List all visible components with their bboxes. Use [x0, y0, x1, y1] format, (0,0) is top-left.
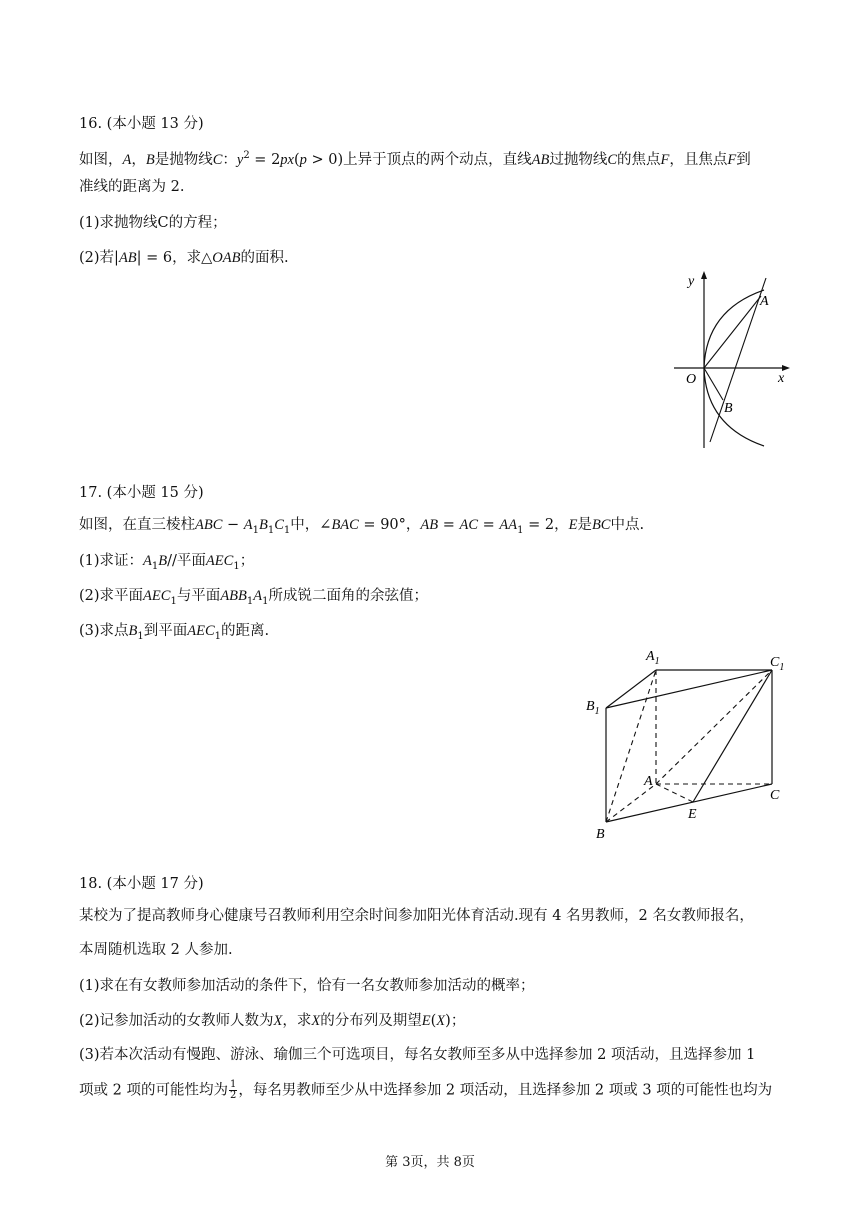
svg-text:A: A — [760, 294, 769, 309]
q17-part2: (2)求平面$AEC_1$与平面$ABB_1A_1$所成锐二面角的余弦值； — [79, 588, 428, 607]
q18-stem-line1: 某校为了提高教师身心健康号召教师利用空余时间参加阳光体育活动.现有 4 名男教师，2 名女教师报名， — [79, 908, 754, 924]
q16-stem: 如图，A，B是抛物线C：$y^2 = 2px(p > 0)$上异于顶点的两个动点，直线AB过抛物线C的焦点F，且焦点F到 — [79, 150, 751, 168]
q16-part1: (1)求抛物线C的方程； — [79, 215, 227, 231]
prism-figure — [580, 642, 800, 847]
q17-stem: 如图，在直三棱柱ABC − $A_1B_1C_1$中，∠BAC = 90°，AB = AC = $AA_1 = 2$，E是BC中点. — [79, 517, 645, 536]
parabola-figure — [668, 262, 798, 452]
svg-text:A: A — [644, 774, 653, 789]
svg-text:E: E — [688, 807, 697, 822]
svg-text:B: B — [596, 827, 605, 842]
svg-text:C1: $C_1$ — [770, 655, 785, 673]
svg-text:O: O — [686, 372, 697, 387]
svg-text:B: B — [724, 401, 733, 416]
svg-text:B1: $B_1$ — [586, 699, 600, 717]
q18-part3-line1: (3)若本次活动有慢跑、游泳、瑜伽三个可选项目，每名女教师至多从中选择参加 2 项活动，且选择参加 1 — [79, 1047, 756, 1063]
q17-header: 17. (本小题 15 分) — [79, 485, 204, 501]
q16-stem-line2: 准线的距离为 2. — [79, 179, 185, 195]
q17-part1: (1)求证：$A_1B//$平面$AEC_1$； — [79, 553, 255, 572]
svg-text:y: y — [688, 274, 695, 289]
fraction-one-half: $\frac{1}{2}$ — [229, 1079, 237, 1101]
q18-header: 18. (本小题 17 分) — [79, 876, 204, 892]
q18-part3-line2: 项或 2 项的可能性均为 $\frac{1}{2}$ ，每名男教师至少从中选择参加 2 项活动，且选择参加 2 项或 3 项的可能性也均为 — [79, 1079, 773, 1101]
page-footer: 第 3页，共 8页 — [385, 1155, 475, 1170]
q17-part3: (3)求点$B_1$到平面$AEC_1$的距离. — [79, 623, 270, 642]
q18-part1: (1)求在有女教师参加活动的条件下，恰有一名女教师参加活动的概率； — [79, 978, 535, 994]
svg-text:C: C — [770, 788, 780, 803]
q18-part2: (2)记参加活动的女教师人数为X，求X的分布列及期望E(X)； — [79, 1013, 466, 1029]
q16-header: 16. (本小题 13 分) — [79, 116, 204, 132]
svg-text:x: x — [778, 371, 785, 386]
q16-part2: (2)若|AB| = 6，求△OAB的面积. — [79, 250, 289, 266]
svg-text:A1: $A_1$ — [646, 649, 660, 667]
q18-stem-line2: 本周随机选取 2 人参加. — [79, 942, 233, 958]
